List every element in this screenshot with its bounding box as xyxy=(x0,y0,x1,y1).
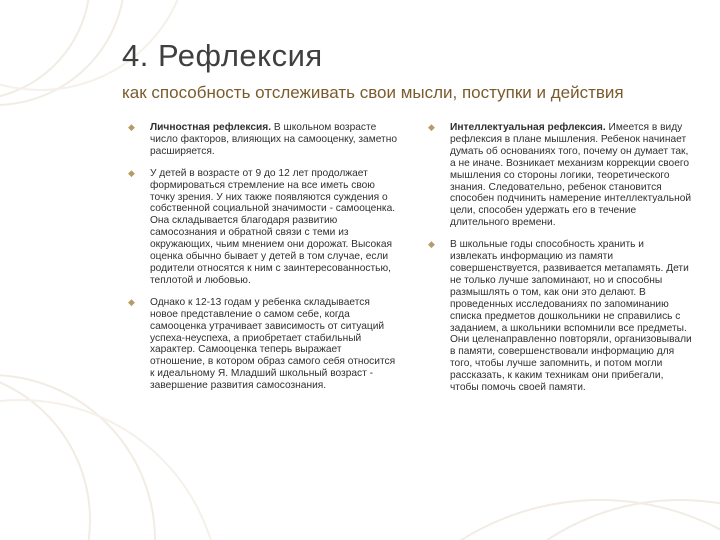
list-item xyxy=(428,122,693,229)
left-column xyxy=(128,122,398,402)
slide-title: 4. Рефлексия xyxy=(122,38,323,73)
list-item xyxy=(428,239,693,394)
item-lead: Личностная рефлексия xyxy=(150,122,269,133)
decor-arc-8 xyxy=(440,500,720,540)
decor-arc-6 xyxy=(0,400,220,540)
right-column xyxy=(428,122,693,404)
item-text: У детей в возрасте от 9 до 12 лет продолжает формироваться стремление на все иметь свою точку зрения. У них также появляются суждения о собственной социальной значимости - самооценка. Она складывается благодаря развитию самосознания и обратной связи с теми из окружающих, чьим мнением они дорожат. Высокая оценка обычно бывает у детей в том случае, если родители относятся к ним с заинтересованностью, теплотой и любовью. xyxy=(150,167,396,286)
lead-period: . xyxy=(268,122,272,133)
diamond-bullet-icon: ◆ xyxy=(428,239,435,250)
item-text: Однако к 12-13 годам у ребенка складывается новое представление о самом себе, когда самооценка утрачивает зависимость от ситуаций успеха-неуспеха, а приобретает стабильный характер. Самооценка теперь выражает отношение, в котором образ самого себя относится к идеальному Я. Младший школьный возраст - завершение развития самосознания. xyxy=(150,296,396,392)
diamond-bullet-icon: ◆ xyxy=(428,122,435,132)
lead-period: . xyxy=(602,122,606,133)
item-lead: Интеллектуальная рефлексия xyxy=(450,122,603,133)
item-text: Имеется в виду рефлексия в плане мышления. Ребенок начинает думать об основаниях того, почему он думает так, а не иначе. Возникает механизм коррекции своего мышления со стороны логики, теоретического знания. Следовательно, ребенок становится способен подчинить намерение интеллектуальной цели, способен удержать его в течение длительного времени. xyxy=(450,122,692,229)
list-item xyxy=(128,297,398,392)
diamond-bullet-icon: ◆ xyxy=(128,296,135,307)
list-item xyxy=(128,122,398,158)
diamond-bullet-icon: ◆ xyxy=(128,167,135,178)
list-item xyxy=(128,168,398,287)
decor-arc-7 xyxy=(340,500,720,540)
decor-arc-5 xyxy=(0,370,90,540)
item-text: В школьном возрасте число факторов, влияющих на самооценку, заметно расширяется. xyxy=(150,122,398,157)
item-text: В школьные годы способность хранить и извлекать информацию из памяти совершенствуется, развивается метапамять. Дети не только лучше запоминают, но и способны размышлять о том, как они это делают. В проведенных исследованиях по запоминанию списка предметов дошкольники не справились с заданием, а школьники вспомнили все предметы. Они целенаправленно повторяли, организовывали в памяти, совершенствовали информацию для того, чтобы лучше запомнить, и потом могли рассказать, к каким техникам они прибегали, чтобы помочь своей памяти. xyxy=(450,239,692,394)
diamond-bullet-icon: ◆ xyxy=(128,122,135,132)
slide-subtitle: как способность отслеживать свои мысли, поступки и действия xyxy=(122,83,624,102)
